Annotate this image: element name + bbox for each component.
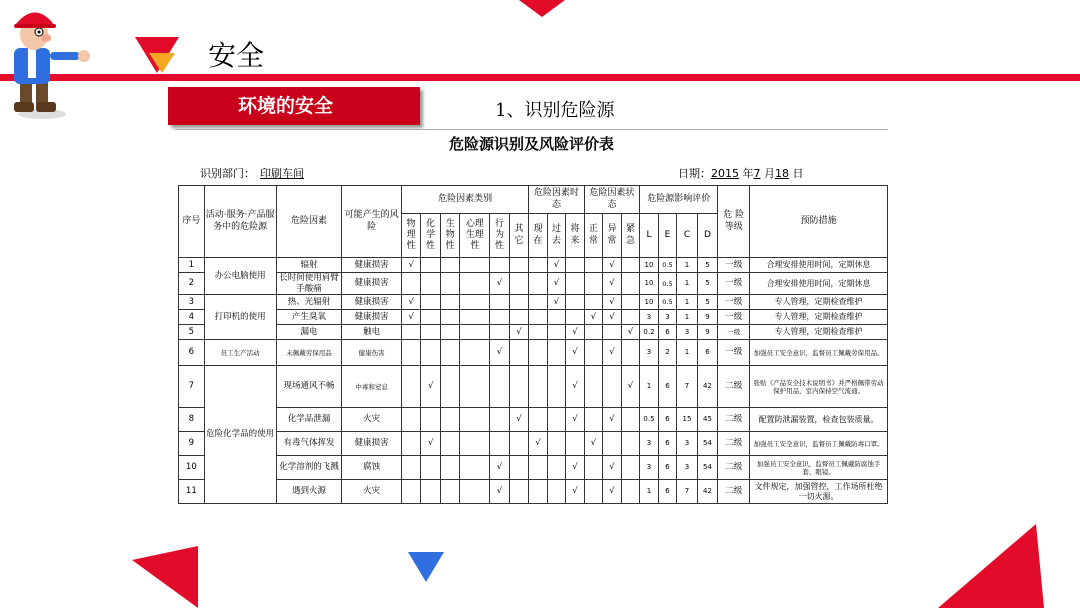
- eval-L: 1: [640, 366, 658, 408]
- worker-mascot-icon: [6, 2, 98, 124]
- bottom-blue-triangle: [408, 552, 444, 582]
- check-cell: [584, 408, 602, 432]
- risk-cell: 健康损害: [342, 310, 402, 325]
- date-line: [678, 165, 804, 181]
- date-year-char: 年: [742, 167, 754, 180]
- check-cell: [603, 325, 621, 340]
- check-cell: [584, 325, 602, 340]
- check-cell: [547, 480, 565, 504]
- check-cell: √: [490, 456, 510, 480]
- header-no: 序号: [179, 186, 205, 258]
- check-cell: [490, 408, 510, 432]
- check-cell: [566, 310, 585, 325]
- hazard-cell: 现场通风不畅: [276, 366, 342, 408]
- check-cell: [547, 432, 565, 456]
- row-number: 11: [179, 480, 205, 504]
- row-number: 7: [179, 366, 205, 408]
- table-row: [179, 310, 888, 325]
- check-cell: [460, 310, 490, 325]
- check-cell: [460, 273, 490, 295]
- table-row: [179, 408, 888, 432]
- activity-group: 危险化学品的使用: [204, 366, 276, 504]
- check-cell: [421, 340, 441, 366]
- eval-D: 5: [697, 273, 718, 295]
- check-cell: [566, 258, 585, 273]
- check-cell: [509, 273, 529, 295]
- header-hazard: 危险因素: [276, 186, 342, 258]
- risk-level: 二级: [718, 408, 750, 432]
- check-cell: √: [603, 258, 621, 273]
- hazard-cell: 有毒气体挥发: [276, 432, 342, 456]
- table-row: [179, 340, 888, 366]
- header-measures: 预防措施: [750, 186, 888, 258]
- dept-value: 印刷车间: [260, 167, 304, 180]
- eval-L: 3: [640, 456, 658, 480]
- row-number: 4: [179, 310, 205, 325]
- check-cell: √: [584, 310, 602, 325]
- risk-level: 二级: [718, 366, 750, 408]
- check-cell: √: [509, 325, 529, 340]
- check-cell: [584, 340, 602, 366]
- check-cell: [440, 408, 460, 432]
- check-cell: [529, 340, 547, 366]
- check-cell: √: [603, 456, 621, 480]
- row-number: 9: [179, 432, 205, 456]
- eval-L: 0.5: [640, 408, 658, 432]
- row-number: 6: [179, 340, 205, 366]
- check-cell: [529, 258, 547, 273]
- check-cell: [490, 432, 510, 456]
- check-cell: [529, 366, 547, 408]
- check-cell: [460, 456, 490, 480]
- eval-E: 2: [658, 340, 676, 366]
- hazard-cell: 漏电: [276, 325, 342, 340]
- check-cell: √: [490, 480, 510, 504]
- check-cell: [490, 310, 510, 325]
- eval-E: 6: [658, 480, 676, 504]
- check-cell: [621, 310, 640, 325]
- hazard-cell: 长时间使用肩臂手酸痛: [276, 273, 342, 295]
- table-row: [179, 456, 888, 480]
- measures-cell: 专人管理，定期检查维护: [750, 295, 888, 310]
- risk-level: 一级: [718, 258, 750, 273]
- table-row: [179, 366, 888, 408]
- risk-cell: 火灾: [342, 408, 402, 432]
- row-number: 2: [179, 273, 205, 295]
- check-cell: [490, 295, 510, 310]
- check-cell: [440, 258, 460, 273]
- check-cell: [566, 273, 585, 295]
- check-cell: [401, 408, 421, 432]
- check-cell: [460, 295, 490, 310]
- check-cell: [529, 408, 547, 432]
- check-cell: [509, 432, 529, 456]
- hazard-cell: 遇到火源: [276, 480, 342, 504]
- header-normal: 正常: [584, 214, 602, 258]
- eval-E: 3: [658, 310, 676, 325]
- header-risk: 可能产生的风险: [342, 186, 402, 258]
- check-cell: √: [603, 295, 621, 310]
- eval-E: 6: [658, 456, 676, 480]
- check-cell: √: [490, 273, 510, 295]
- check-cell: √: [566, 480, 585, 504]
- header-eval: 危险源影响评价: [640, 186, 718, 214]
- risk-cell: 触电: [342, 325, 402, 340]
- section-label-text: 环境的安全: [238, 95, 334, 117]
- table-row: [179, 480, 888, 504]
- measures-cell: 合理安排使用时间，定期休息: [750, 258, 888, 273]
- table-row: [179, 295, 888, 310]
- check-cell: [584, 258, 602, 273]
- eval-C: 1: [677, 273, 698, 295]
- risk-cell: 中毒和窒息: [342, 366, 402, 408]
- check-cell: √: [621, 325, 640, 340]
- activity-group: 办公电脑使用: [204, 258, 276, 295]
- eval-C: 1: [677, 310, 698, 325]
- check-cell: [421, 258, 441, 273]
- check-cell: √: [603, 480, 621, 504]
- check-cell: [440, 295, 460, 310]
- check-cell: [566, 295, 585, 310]
- header-level: 危 险等级: [718, 186, 750, 258]
- check-cell: [509, 340, 529, 366]
- eval-L: 3: [640, 432, 658, 456]
- eval-E: 0.5: [658, 258, 676, 273]
- subtitle: 1、识别危险源: [495, 100, 615, 121]
- check-cell: [547, 456, 565, 480]
- header-category: 危险因素类别: [401, 186, 528, 214]
- eval-C: 3: [677, 432, 698, 456]
- risk-cell: 健康损害: [342, 273, 402, 295]
- check-cell: [401, 432, 421, 456]
- check-cell: [547, 366, 565, 408]
- measures-cell: 加强员工安全意识，监督员工佩戴劳保用品。: [750, 340, 888, 366]
- eval-C: 3: [677, 456, 698, 480]
- eval-C: 1: [677, 258, 698, 273]
- check-cell: [509, 258, 529, 273]
- measures-cell: 加强员工安全意识，监督员工佩戴防腐蚀手套、眼镜。: [750, 456, 888, 480]
- check-cell: [566, 432, 585, 456]
- check-cell: [529, 295, 547, 310]
- check-cell: √: [603, 310, 621, 325]
- eval-C: 7: [677, 366, 698, 408]
- hazard-cell: 辐射: [276, 258, 342, 273]
- check-cell: √: [566, 366, 585, 408]
- eval-D: 9: [697, 310, 718, 325]
- check-cell: [401, 273, 421, 295]
- hazard-cell: 未佩戴劳保用品: [276, 340, 342, 366]
- risk-cell: 健康损害: [342, 295, 402, 310]
- risk-level: 一级: [718, 310, 750, 325]
- risk-level: 二级: [718, 480, 750, 504]
- measures-cell: 专人管理，定期检查维护: [750, 310, 888, 325]
- check-cell: √: [603, 408, 621, 432]
- hazard-cell: 化学溶剂的飞溅: [276, 456, 342, 480]
- eval-C: 15: [677, 408, 698, 432]
- eval-D: 45: [697, 408, 718, 432]
- check-cell: [509, 456, 529, 480]
- header-biological: 生物性: [440, 214, 460, 258]
- eval-E: 6: [658, 366, 676, 408]
- eval-E: 6: [658, 432, 676, 456]
- check-cell: √: [401, 295, 421, 310]
- check-cell: √: [421, 432, 441, 456]
- check-cell: √: [566, 456, 585, 480]
- eval-E: 0.5: [658, 295, 676, 310]
- check-cell: [460, 432, 490, 456]
- check-cell: [509, 480, 529, 504]
- check-cell: [529, 325, 547, 340]
- risk-level: 一级: [718, 273, 750, 295]
- risk-level: 一级: [718, 340, 750, 366]
- table-row: [179, 273, 888, 295]
- check-cell: [460, 258, 490, 273]
- activity-group: 打印机的使用: [204, 295, 276, 340]
- check-cell: [401, 480, 421, 504]
- check-cell: [440, 325, 460, 340]
- risk-assessment-table: [178, 185, 888, 504]
- eval-D: 42: [697, 366, 718, 408]
- date-day-char: 日: [792, 167, 804, 180]
- check-cell: [440, 480, 460, 504]
- measures-cell: 文件规定，加强管控，工作场所杜绝一切火源。: [750, 480, 888, 504]
- table-row: [179, 432, 888, 456]
- check-cell: [621, 456, 640, 480]
- check-cell: [621, 340, 640, 366]
- eval-E: 0.5: [658, 273, 676, 295]
- page-title: 安全: [208, 39, 265, 72]
- date-month-char: 月: [764, 167, 775, 180]
- check-cell: [460, 325, 490, 340]
- check-cell: [529, 480, 547, 504]
- check-cell: √: [584, 432, 602, 456]
- check-cell: [584, 273, 602, 295]
- check-cell: [603, 366, 621, 408]
- row-number: 1: [179, 258, 205, 273]
- check-cell: [584, 295, 602, 310]
- risk-cell: 腐蚀: [342, 456, 402, 480]
- risk-level: 二级: [718, 456, 750, 480]
- check-cell: [401, 366, 421, 408]
- header-behavioral: 行为性: [490, 214, 510, 258]
- check-cell: [460, 408, 490, 432]
- check-cell: [547, 408, 565, 432]
- header-D: D: [697, 214, 718, 258]
- check-cell: [440, 432, 460, 456]
- check-cell: [440, 340, 460, 366]
- date-year: 2015: [711, 167, 739, 180]
- eval-L: 10: [640, 273, 658, 295]
- eval-D: 54: [697, 432, 718, 456]
- header-future: 将来: [566, 214, 585, 258]
- check-cell: [621, 408, 640, 432]
- header-arrow-icon: [135, 37, 185, 75]
- check-cell: [621, 432, 640, 456]
- measures-cell: 加强员工安全意识，监督员工佩戴防毒口罩。: [750, 432, 888, 456]
- check-cell: [603, 432, 621, 456]
- eval-C: 3: [677, 325, 698, 340]
- check-cell: [440, 366, 460, 408]
- check-cell: [421, 310, 441, 325]
- risk-cell: 健康伤害: [342, 340, 402, 366]
- bottom-left-red-triangle: [132, 546, 198, 608]
- check-cell: [421, 456, 441, 480]
- check-cell: [529, 273, 547, 295]
- table-row: [179, 325, 888, 340]
- eval-L: 3: [640, 310, 658, 325]
- check-cell: [460, 480, 490, 504]
- risk-level: 一级: [718, 325, 750, 340]
- check-cell: [440, 273, 460, 295]
- check-cell: [401, 456, 421, 480]
- eval-D: 6: [697, 340, 718, 366]
- header-psychological: 心理生理性: [460, 214, 490, 258]
- check-cell: [421, 295, 441, 310]
- check-cell: [421, 273, 441, 295]
- top-red-triangle: [519, 0, 565, 17]
- check-cell: √: [547, 273, 565, 295]
- date-day: 18: [775, 167, 789, 180]
- eval-C: 1: [677, 295, 698, 310]
- check-cell: [421, 325, 441, 340]
- hazard-cell: 化学品泄漏: [276, 408, 342, 432]
- check-cell: [460, 366, 490, 408]
- risk-cell: 火灾: [342, 480, 402, 504]
- check-cell: √: [509, 408, 529, 432]
- check-cell: [421, 480, 441, 504]
- risk-level: 一级: [718, 295, 750, 310]
- check-cell: √: [603, 340, 621, 366]
- header-C: C: [677, 214, 698, 258]
- check-cell: [490, 258, 510, 273]
- measures-cell: 专人管理，定期检查维护: [750, 325, 888, 340]
- check-cell: [490, 325, 510, 340]
- eval-L: 3: [640, 340, 658, 366]
- measures-cell: 张贴《产品安全技术说明书》并严格佩带劳动保护用品，室内保持空气流通。: [750, 366, 888, 408]
- check-cell: [547, 340, 565, 366]
- eval-L: 0.2: [640, 325, 658, 340]
- eval-C: 1: [677, 340, 698, 366]
- header-other: 其它: [509, 214, 529, 258]
- eval-C: 7: [677, 480, 698, 504]
- check-cell: [440, 456, 460, 480]
- document-title: 危险源识别及风险评价表: [448, 135, 614, 153]
- check-cell: √: [421, 366, 441, 408]
- risk-cell: 健康损害: [342, 432, 402, 456]
- eval-D: 42: [697, 480, 718, 504]
- header-now: 现在: [529, 214, 547, 258]
- header-activity: 活动·服务·产品服务中的危险源: [204, 186, 276, 258]
- check-cell: √: [547, 295, 565, 310]
- activity-group: 员工生产活动: [204, 340, 276, 366]
- date-month: 7: [753, 167, 761, 180]
- check-cell: √: [621, 366, 640, 408]
- eval-E: 6: [658, 408, 676, 432]
- check-cell: [460, 340, 490, 366]
- header-E: E: [658, 214, 676, 258]
- check-cell: [509, 295, 529, 310]
- eval-L: 10: [640, 295, 658, 310]
- check-cell: [529, 310, 547, 325]
- check-cell: [547, 325, 565, 340]
- check-cell: √: [566, 408, 585, 432]
- row-number: 3: [179, 295, 205, 310]
- eval-E: 6: [658, 325, 676, 340]
- row-number: 5: [179, 325, 205, 340]
- check-cell: [621, 273, 640, 295]
- eval-D: 5: [697, 258, 718, 273]
- eval-D: 54: [697, 456, 718, 480]
- document-top-border: [175, 129, 888, 130]
- check-cell: [401, 340, 421, 366]
- eval-L: 10: [640, 258, 658, 273]
- eval-D: 5: [697, 295, 718, 310]
- check-cell: [509, 310, 529, 325]
- eval-L: 1: [640, 480, 658, 504]
- check-cell: [401, 325, 421, 340]
- table-row: [179, 258, 888, 273]
- check-cell: √: [566, 340, 585, 366]
- header-chemical: 化学性: [421, 214, 441, 258]
- hazard-cell: 产生臭氧: [276, 310, 342, 325]
- row-number: 10: [179, 456, 205, 480]
- risk-cell: 健康损害: [342, 258, 402, 273]
- check-cell: [547, 310, 565, 325]
- check-cell: [621, 480, 640, 504]
- header-state: 危险因素状态: [584, 186, 639, 214]
- check-cell: [584, 366, 602, 408]
- check-cell: [621, 295, 640, 310]
- header-abnormal: 异常: [603, 214, 621, 258]
- header-past: 过去: [547, 214, 565, 258]
- header-physical: 物理性: [401, 214, 421, 258]
- dept-label: 识别部门：: [200, 167, 255, 180]
- measures-cell: 配置防泄漏装置，检查包装质量。: [750, 408, 888, 432]
- eval-D: 9: [697, 325, 718, 340]
- check-cell: √: [401, 310, 421, 325]
- header-L: L: [640, 214, 658, 258]
- measures-cell: 合理安排使用时间，定期休息: [750, 273, 888, 295]
- check-cell: √: [603, 273, 621, 295]
- header-emergency: 紧急: [621, 214, 640, 258]
- row-number: 8: [179, 408, 205, 432]
- check-cell: [421, 408, 441, 432]
- check-cell: [509, 366, 529, 408]
- check-cell: [490, 366, 510, 408]
- check-cell: [529, 456, 547, 480]
- hazard-cell: 热、光辐射: [276, 295, 342, 310]
- section-label: [168, 87, 420, 125]
- check-cell: √: [490, 340, 510, 366]
- check-cell: [621, 258, 640, 273]
- check-cell: [584, 456, 602, 480]
- risk-level: 二级: [718, 432, 750, 456]
- header-red-bar: [0, 74, 1080, 81]
- check-cell: [584, 480, 602, 504]
- check-cell: [440, 310, 460, 325]
- bottom-right-red-triangle: [938, 524, 1044, 608]
- check-cell: √: [401, 258, 421, 273]
- check-cell: √: [547, 258, 565, 273]
- header-tense: 危险因素时态: [529, 186, 584, 214]
- check-cell: √: [566, 325, 585, 340]
- check-cell: √: [529, 432, 547, 456]
- date-label: 日期：: [678, 167, 711, 180]
